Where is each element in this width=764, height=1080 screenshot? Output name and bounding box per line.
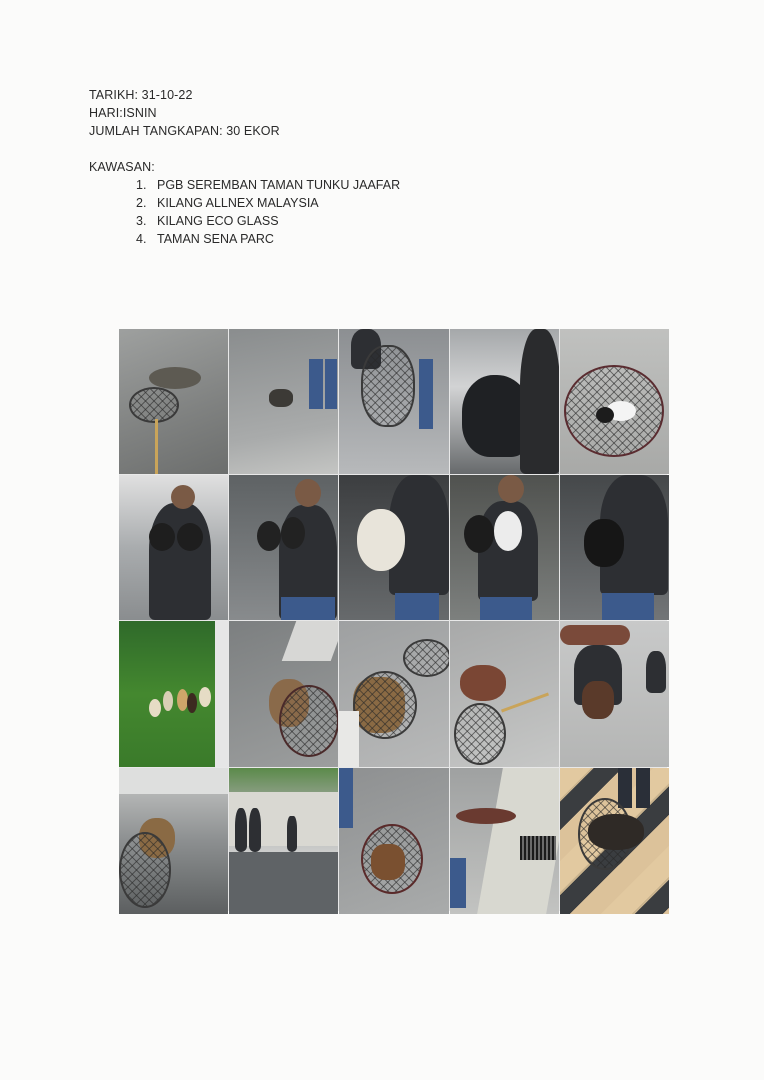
area-label: KAWASAN: xyxy=(89,160,155,174)
date-line: TARIKH: 31-10-22 xyxy=(89,88,193,102)
photo-grid xyxy=(119,329,667,911)
area-item: 3. KILANG ECO GLASS xyxy=(136,214,279,228)
photo-dog-in-net-corner xyxy=(119,768,228,914)
day-line: HARI:ISNIN xyxy=(89,106,157,120)
area-list xyxy=(89,176,400,248)
photo-man-holding-two-puppies xyxy=(229,475,338,620)
photo-brown-dog-in-net xyxy=(450,621,559,767)
area-item: 1. PGB SEREMBAN TAMAN TUNKU JAAFAR xyxy=(136,178,401,192)
photo-man-holding-black-white-puppies xyxy=(450,475,559,620)
total-catch-line: JUMLAH TANGKAPAN: 30 EKOR xyxy=(89,124,280,138)
photo-catcher-with-dog xyxy=(560,621,669,767)
photo-puppies-on-grass xyxy=(119,621,228,767)
photo-dog-in-net xyxy=(339,329,449,474)
photo-dog-on-road xyxy=(119,329,228,474)
photo-dog-in-net-tiles xyxy=(560,768,669,914)
photo-man-holding-puppies xyxy=(119,475,228,620)
photo-puppy-in-net xyxy=(560,329,669,474)
area-item: 4. TAMAN SENA PARC xyxy=(136,232,274,246)
photo-man-holding-black-puppy xyxy=(560,475,669,620)
photo-dog-in-nets-road xyxy=(339,621,449,767)
photo-man-holding-white-puppy xyxy=(339,475,449,620)
photo-catcher-legs xyxy=(229,329,338,474)
photo-catchers-in-yard xyxy=(229,768,338,914)
photo-dog-by-drain xyxy=(450,768,559,914)
photo-black-dog-closeup xyxy=(450,329,559,474)
photo-dog-in-net-road xyxy=(229,621,338,767)
photo-dog-hanging-in-net xyxy=(339,768,449,914)
report-header xyxy=(89,86,400,248)
area-item: 2. KILANG ALLNEX MALAYSIA xyxy=(136,196,319,210)
